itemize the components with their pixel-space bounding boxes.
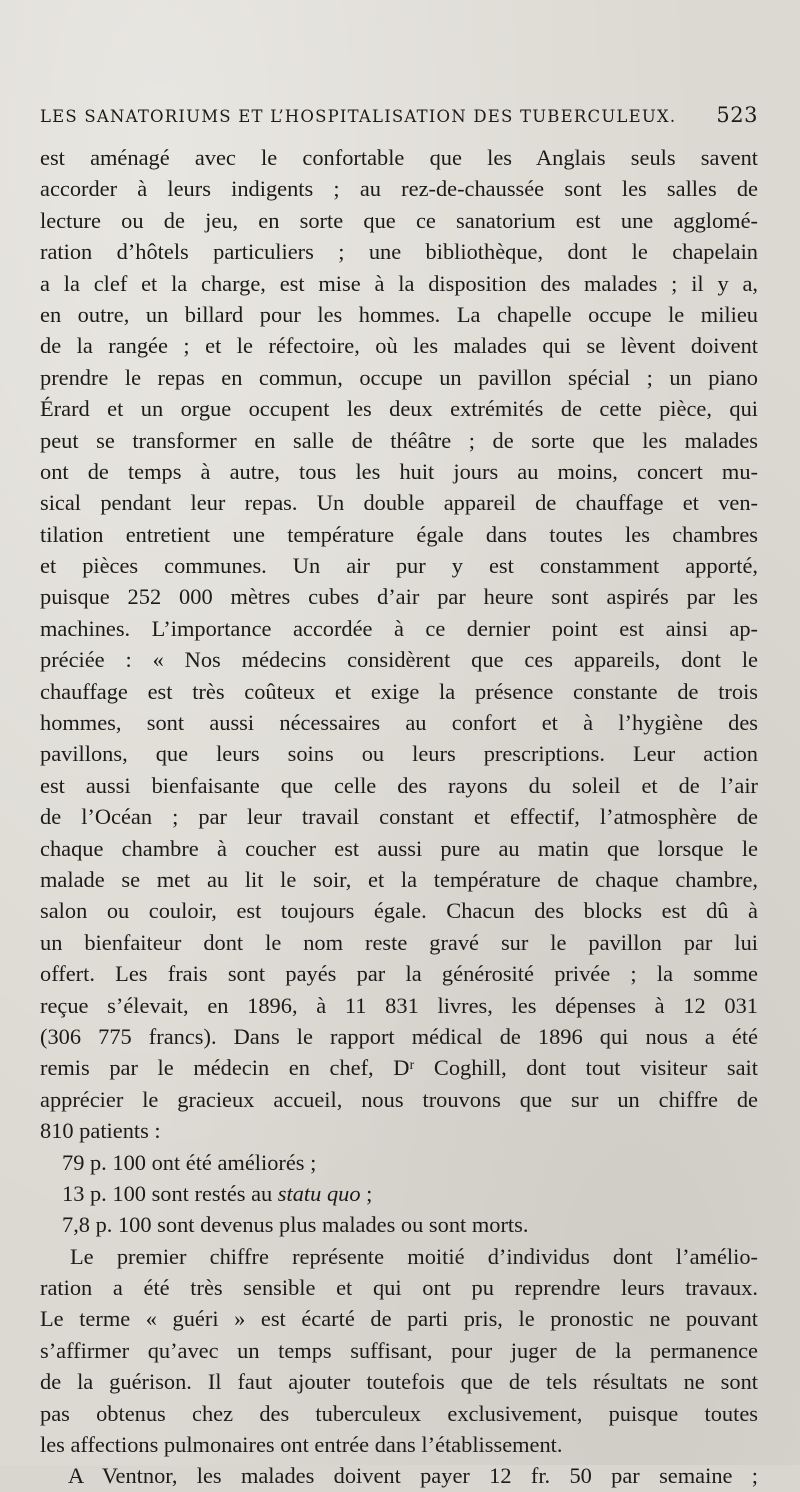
text-line: salon ou couloir, est toujours égale. Chacun des blocks est dû à <box>40 898 758 924</box>
text-line: est aussi bienfaisante que celle des rayons du soleil et de l’air <box>40 772 758 798</box>
stat-line-improved: 79 p. 100 ont été améliorés ; <box>62 1149 317 1175</box>
text-line: pavillons, que leurs soins ou leurs prescriptions. Leur action <box>40 741 758 767</box>
stat-line-worse: 7,8 p. 100 sont devenus plus malades ou sont morts. <box>62 1212 529 1238</box>
text-line: puisque 252 000 mètres cubes d’air par heure sont aspirés par les <box>40 584 758 610</box>
text-line: remis par le médecin en chef, Dʳ Coghill, dont tout visiteur sait <box>40 1055 758 1081</box>
text-line: chauffage est très coûteux et exige la présence constante de trois <box>40 678 758 704</box>
text-line: reçue s’élevait, en 1896, à 11 831 livres, les dépenses à 12 031 <box>40 992 758 1018</box>
page-number: 523 <box>716 103 758 127</box>
text-line: pas obtenus chez des tuberculeux exclusivement, puisque toutes <box>40 1400 758 1426</box>
text-line: Érard et un orgue occupent les deux extrémités de cette pièce, qui <box>40 396 758 422</box>
text-line: de la rangée ; et le réfectoire, où les malades qui se lèvent doivent <box>40 333 758 359</box>
text-line: et pièces communes. Un air pur y est constamment apporté, <box>40 553 758 579</box>
text-line: un bienfaiteur dont le nom reste gravé sur le pavillon par lui <box>40 929 758 955</box>
text-line: de l’Océan ; par leur travail constant et effectif, l’atmosphère de <box>40 804 758 830</box>
text-line: ration a été très sensible et qui ont pu reprendre leurs travaux. <box>40 1275 758 1301</box>
text-line: prendre le repas en commun, occupe un pavillon spécial ; un piano <box>40 364 758 390</box>
text-line: hommes, sont aussi nécessaires au confort et à l’hygiène des <box>40 710 758 736</box>
text-line: est aménagé avec le confortable que les Anglais seuls savent <box>40 145 758 170</box>
text-line: a la clef et la charge, est mise à la disposition des malades ; il y a, <box>40 270 758 296</box>
text-line: Le terme « guéri » est écarté de parti pris, le pronostic ne pouvant <box>40 1306 758 1332</box>
text-line: tilation entretient une température égale dans toutes les chambres <box>40 521 758 547</box>
text-line: chaque chambre à coucher est aussi pure au matin que lorsque le <box>40 835 758 861</box>
body-text <box>40 142 758 1492</box>
stat-line-unchanged <box>40 1178 758 1209</box>
text-line: ration d’hôtels particuliers ; une bibliothèque, dont le chapelain <box>40 239 758 265</box>
text-line: de la guérison. Il faut ajouter toutefois que de tels résultats ne sont <box>40 1369 758 1395</box>
text-line: apprécier le gracieux accueil, nous trouvons que sur un chiffre de <box>40 1086 758 1112</box>
stat-line-unchanged-suffix: ; <box>360 1180 373 1206</box>
text-line: malade se met au lit le soir, et la température de chaque chambre, <box>40 866 758 892</box>
text-line: les affections pulmonaires ont entrée dans l’établissement. <box>40 1432 563 1458</box>
stat-line-unchanged-prefix: 13 p. 100 sont restés au <box>62 1180 278 1206</box>
text-line: sical pendant leur repas. Un double appareil de chauffage et ven- <box>40 490 758 516</box>
text-line: Le premier chiffre représente moitié d’individus dont l’amélio- <box>70 1243 758 1269</box>
text-line: machines. L’importance accordée à ce dernier point est ainsi ap- <box>40 615 758 641</box>
text-line: lecture ou de jeu, en sorte que ce sanatorium est une agglomé- <box>40 207 758 233</box>
stat-line-unchanged-italic: statu quo <box>277 1180 361 1206</box>
text-line: préciée : « Nos médecins considèrent que ces appareils, dont le <box>40 647 758 673</box>
text-line: en outre, un billard pour les hommes. La chapelle occupe le milieu <box>40 301 758 327</box>
text-line: s’affirmer qu’avec un temps suffisant, pour juger de la permanence <box>40 1337 758 1363</box>
text-line: accorder à leurs indigents ; au rez-de-chaussée sont les salles de <box>40 176 758 202</box>
text-line: (306 775 francs). Dans le rapport médical de 1896 qui nous a été <box>40 1023 758 1049</box>
text-line: offert. Les frais sont payés par la générosité privée ; la somme <box>40 961 758 987</box>
running-title: LES SANATORIUMS ET L’HOSPITALISATION DES TUBERCULEUX. <box>40 107 677 126</box>
text-line: 810 patients : <box>40 1118 161 1144</box>
text-line: peut se transformer en salle de théâtre ; de sorte que les malades <box>40 427 758 453</box>
running-header <box>40 103 758 135</box>
text-line: ont de temps à autre, tous les huit jours au moins, concert mu- <box>40 458 758 484</box>
text-line-final: A Ventnor, les malades doivent payer 12 fr. 50 par semaine ; <box>68 1463 758 1489</box>
